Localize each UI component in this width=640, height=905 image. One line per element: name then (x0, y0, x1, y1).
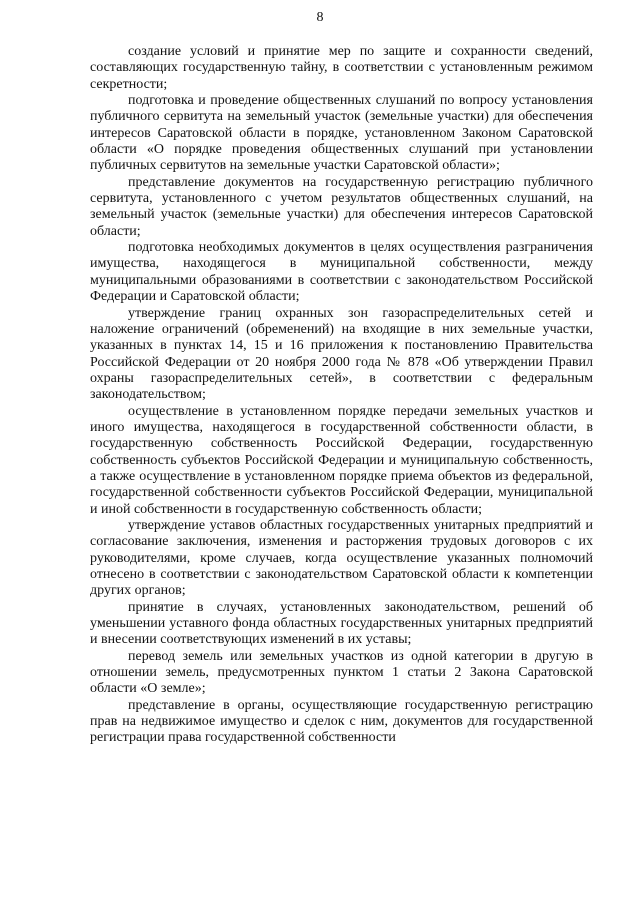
paragraph-enterprise-charters: утверждение уставов областных государственных унитарных предприятий и согласование заключения, изменения и расторжения трудовых договоров с их руководителями, кроме случаев, когда осуществление указанных полномочий отнесено в соответствии с законодательством Саратовской области к компетенции других органов; (90, 517, 593, 599)
paragraph-registration-documents: представление в органы, осуществляющие государственную регистрацию прав на недвижимое имущество и сделок с ним, документов для государственной регистрации права государственной собственности (90, 697, 593, 746)
document-body (90, 44, 593, 747)
paragraph-gas-network-zones: утверждение границ охранных зон газораспределительных сетей и наложение ограничений (обременений) на входящие в них земельные участки, указанных в пунктах 14, 15 и 16 приложения к постановлению Правительства Российской Федерации от 20 ноября 2000 года № 878 «Об утверждении Правил охраны газораспределительных сетей», в соответствии с федеральным законодательством; (90, 305, 593, 403)
page-number: 8 (316, 10, 324, 25)
paragraph-charter-fund-reduction: принятие в случаях, установленных законодательством, решений об уменьшении уставного фонда областных государственных унитарных предприятий и внесении соответствующих изменений в их уставы; (90, 599, 593, 648)
paragraph-servitude-registration: представление документов на государственную регистрацию публичного сервитута, установленного с учетом результатов общественных слушаний, на земельный участок (земельные участки) для обеспечения интересов Саратовской области; (90, 174, 593, 239)
paragraph-state-secret-protection: создание условий и принятие мер по защите и сохранности сведений, составляющих государственную тайну, в соответствии с установленным режимом секретности; (90, 44, 593, 92)
paragraph-land-category-transfer: перевод земель или земельных участков из одной категории в другую в отношении земель, предусмотренных пунктом 1 статьи 2 Закона Саратовской области «О земле»; (90, 648, 593, 697)
paragraph-public-hearings: подготовка и проведение общественных слушаний по вопросу установления публичного сервитута на земельный участок (земельные участки) для обеспечения интересов Саратовской области в порядке, установленном Законом Саратовской области «О порядке проведения общественных слушаний при установлении публичных сервитутов на земельные участки Саратовской области»; (90, 93, 593, 174)
paragraph-property-transfer: осуществление в установленном порядке передачи земельных участков и иного имущества, находящегося в государственной собственности области, в государственную собственность Российской Федерации, государственную собственность субъектов Российской Федерации и муниципальную собственность, а также осуществление в установленном порядке приема объектов из федеральной, государственной собственности субъектов Российской Федерации, муниципальной и иной собственности в государственную собственность области; (90, 403, 593, 517)
paragraph-property-delimitation: подготовка необходимых документов в целях осуществления разграничения имущества, находящегося в муниципальной собственности, между муниципальными образованиями в соответствии с законодательством Российской Федерации и Саратовской области; (90, 240, 593, 305)
